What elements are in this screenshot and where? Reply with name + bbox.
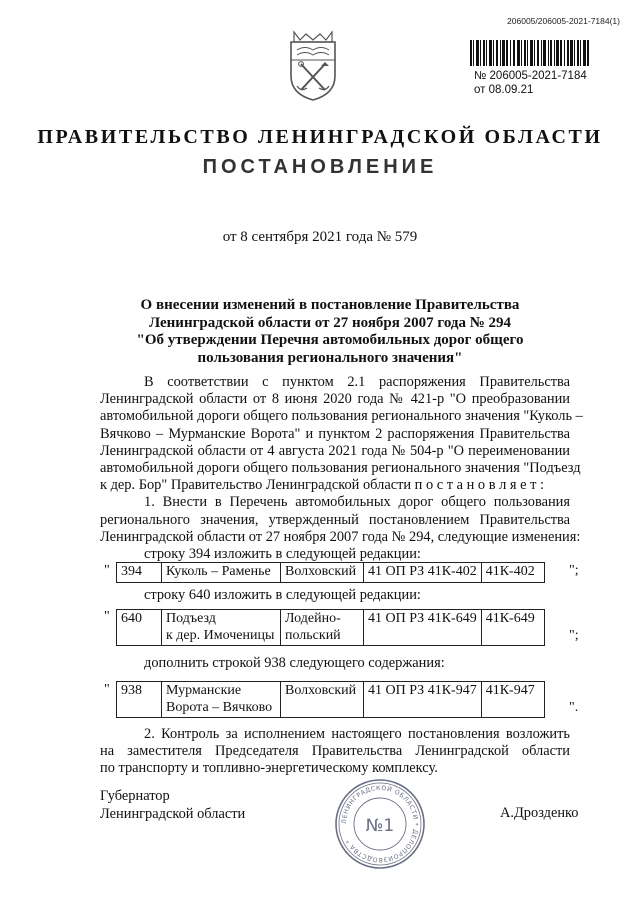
document-subject <box>120 297 540 367</box>
cell-district <box>281 610 364 646</box>
text-line: В соответствии с пунктом 2.1 распоряжения Правительства <box>144 374 570 390</box>
text-line: к дер. Бор" Правительство Ленинградской области п о с т а н о в л я е т : <box>100 477 544 494</box>
text-line: Ленинградской области от 8 июня 2020 года № 421-р "О преобразовании <box>100 391 570 408</box>
control-paragraph <box>100 726 570 778</box>
registration-date: от 08.09.21 <box>474 84 534 96</box>
seal-center-text: №1 <box>365 816 395 836</box>
official-seal-stamp <box>334 778 426 870</box>
instruction-row-394: строку 394 изложить в следующей редакции: <box>144 546 421 562</box>
cell-district: Волховский <box>281 682 364 718</box>
cell-road-name <box>162 682 281 718</box>
cell-road-code: 41К-947 <box>481 682 544 718</box>
cell-road-name: Куколь – Раменье <box>162 563 281 583</box>
cell-line: Подъезд <box>166 611 216 626</box>
subject-line: О внесении изменений в постановление Правительства <box>140 297 520 313</box>
registration-number: № 206005-2021-7184 <box>474 70 587 82</box>
text-line: автомобильной дороги общего пользования регионального значения "Куколь – <box>100 408 583 425</box>
cell-road-name <box>162 610 281 646</box>
text-line: регионального значения, утвержденный постановлением Правительства <box>100 511 570 528</box>
text-line: по транспорту и топливно-энергетическому комплексу. <box>100 760 438 777</box>
quote-close: ". <box>569 700 579 715</box>
quote-close: "; <box>569 563 579 578</box>
signatory-title-line: Губернатор <box>100 788 170 804</box>
signatory-name: А.Дрозденко <box>500 805 579 821</box>
text-line: 1. Внести в Перечень автомобильных дорог общего пользования <box>144 494 570 511</box>
signatory-title <box>100 787 245 823</box>
subject-line: Ленинградской области от 27 ноября 2007 года № 294 <box>148 314 512 331</box>
cell-number: 394 <box>117 563 162 583</box>
quote-close: "; <box>569 628 579 643</box>
table-row-394 <box>116 562 545 583</box>
organization-title: ПРАВИТЕЛЬСТВО ЛЕНИНГРАДСКОЙ ОБЛАСТИ <box>37 126 603 148</box>
cell-line: польский <box>285 627 341 643</box>
text-line: Ленинградской области от 27 ноября 2007 года № 294, следующие изменения: <box>100 528 581 545</box>
instruction-row-938: дополнить строкой 938 следующего содержания: <box>144 655 445 671</box>
quote-open: " <box>104 682 110 697</box>
table-row-938 <box>116 681 545 718</box>
barcode <box>470 40 590 66</box>
document-type-heading: ПОСТАНОВЛЕНИЕ <box>202 156 438 178</box>
registration-stamp <box>474 69 587 97</box>
text-line: Вячково – Мурманские Ворота" и пунктом 2 распоряжения Правительства <box>100 425 570 442</box>
cell-number: 938 <box>117 682 162 718</box>
seal-ring-text: ЛЕНИНГРАДСКОЙ ОБЛАСТИ * ДЕЛОПРОИЗВОДСТВА * <box>340 784 420 864</box>
instruction-row-640: строку 640 изложить в следующей редакции: <box>144 587 421 603</box>
cell-road-code: 41К-402 <box>481 563 544 583</box>
signatory-title-line: Ленинградской области <box>100 806 246 822</box>
quote-open: " <box>104 609 110 624</box>
coat-of-arms-emblem <box>285 30 341 102</box>
cell-line: Ворота – Вячково <box>166 699 273 715</box>
cell-district: Волховский <box>281 563 364 583</box>
text-line: 2. Контроль за исполнением настоящего постановления возложить <box>144 726 570 742</box>
cell-road-code: 41К-649 <box>481 610 544 646</box>
cell-road-id: 41 ОП РЗ 41К-402 <box>364 563 482 583</box>
subject-line: пользования регионального значения" <box>197 349 463 366</box>
cell-line: Мурманские <box>166 683 242 698</box>
quote-open: " <box>104 563 110 578</box>
text-line: на заместителя Председателя Правительства Ленинградской области <box>100 743 570 760</box>
text-line: автомобильной дороги общего пользования регионального значения "Подъезд <box>100 459 581 476</box>
document-date-number: от 8 сентября 2021 года № 579 <box>222 229 418 245</box>
cell-line: к дер. Имоченицы <box>166 627 275 643</box>
cell-line: Лодейно- <box>285 611 341 626</box>
preamble-paragraph <box>100 374 583 546</box>
subject-line: "Об утверждении Перечня автомобильных дорог общего <box>136 332 524 348</box>
cell-road-id: 41 ОП РЗ 41К-947 <box>364 682 482 718</box>
cell-number: 640 <box>117 610 162 646</box>
table-row-640 <box>116 609 545 646</box>
cell-road-id: 41 ОП РЗ 41К-649 <box>364 610 482 646</box>
document-reference-code: 206005/206005-2021-7184(1) <box>507 16 620 26</box>
text-line: Ленинградской области от 4 августа 2021 года № 504-р "О переименовании <box>100 442 570 459</box>
